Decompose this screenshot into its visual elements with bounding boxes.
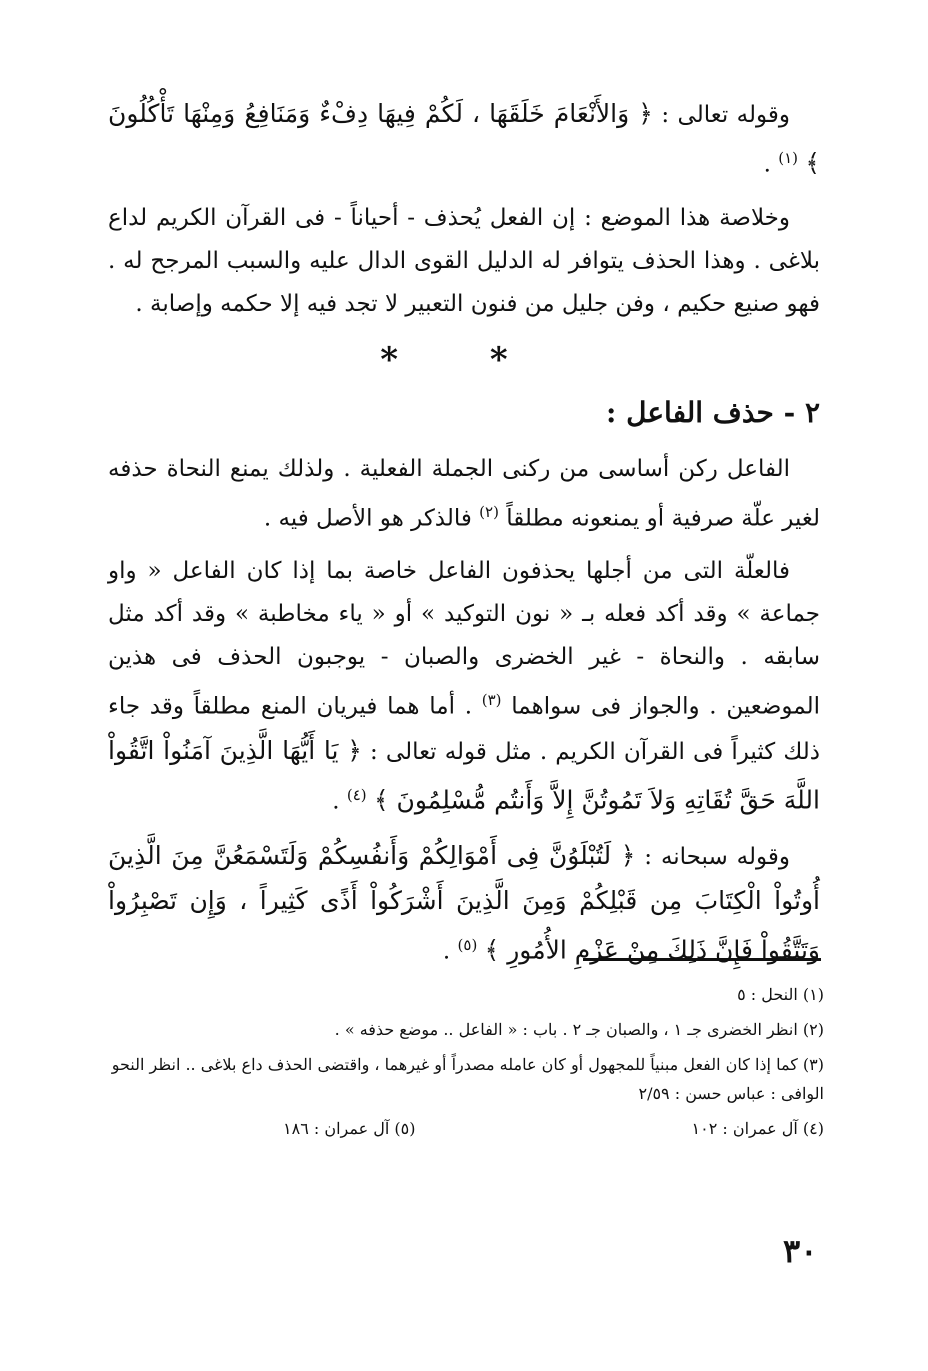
quran-verse: ﴿ وَالأَنْعَامَ خَلَقَهَا ، لَكُمْ فِيهَا دِفْءٌ وَمَنَافِعُ وَمِنْهَا تَأْكُلُونَ ﴾ bbox=[108, 99, 820, 178]
quran-verse: ﴿ لَتُبْلَوُنَّ فِى أَمْوَالِكُمْ وَأَنفُسِكُمْ وَلَتَسْمَعُنَّ مِنَ الَّذِينَ أُوتُواْ الْكِتَابَ مِن قَبْلِكُمْ وَمِنَ الَّذِينَ أَشْرَكُواْ أَذًى كَثِيراً ، وَإِن تَصْبِرُواْ وَتَتَّقُواْ فَإِنَّ ذَلِكَ مِنْ عَزْمِ الأُمُورِ ﴾ bbox=[108, 840, 820, 965]
footnote-3: (٣) كما إذا كان الفعل مبنياً للمجهول أو كان عامله مصدراً أو غيرهما ، واقتضى الحذف داع بلاغى .. انظر النحو الوافى : عباس حسن : ٢/٥٩ bbox=[111, 1055, 824, 1103]
text-run: . bbox=[332, 788, 347, 815]
text-run: وقوله تعالى : bbox=[652, 102, 790, 128]
footnote-ref[interactable]: (٤) bbox=[346, 785, 367, 804]
footnote-ref[interactable]: (٣) bbox=[481, 691, 502, 710]
text-run: الفاعل ركن أساسى من ركنى الجملة الفعلية . ولذلك يمنع النحاة حذفه لغير علّة صرفية أو يمنعونه مطلقاً bbox=[108, 455, 820, 532]
section-divider: * * bbox=[380, 339, 548, 380]
text-run: فالذكر هو الأصل فيه . bbox=[263, 505, 480, 532]
text-run: . bbox=[442, 938, 458, 965]
footnote-separator bbox=[583, 958, 821, 961]
footnote-ref[interactable]: (٥) bbox=[457, 935, 478, 954]
paragraph-4 bbox=[108, 550, 820, 823]
footnotes bbox=[108, 980, 824, 1143]
text-run: . أما هما فيريان المنع مطلقاً وقد جاء ذلك كثيراً فى القرآن الكريم . مثل قوله تعالى : bbox=[108, 693, 820, 765]
footnote-5: (٥) آل عمران : ١٨٦ bbox=[283, 1119, 416, 1138]
text-run: وقوله سبحانه : bbox=[635, 843, 790, 870]
footnote-4: (٤) آل عمران : ١٠٢ bbox=[691, 1119, 824, 1138]
quran-verse: ﴿ يَا أَيُّهَا الَّذِينَ آمَنُواْ اتَّقُواْ اللَّهَ حَقَّ تُقَاتِهِ وَلاَ تَمُوتُنَّ إِلاَّ وَأَنتُم مُّسْلِمُونَ ﴾ bbox=[108, 735, 820, 815]
paragraph-5 bbox=[108, 834, 820, 974]
main-text bbox=[108, 92, 820, 983]
text-run: . bbox=[763, 151, 779, 178]
footnote-1: (١) النحل : ٥ bbox=[737, 985, 824, 1004]
text-run: فالعلّة التى من أجلها يحذفون الفاعل خاصة بما إذا كان الفاعل « واو جماعة » وقد أكد فعله بـ « نون التوكيد » أو « ياء مخاطبة » وقد أكد مثل سابقه . والنحاة - غير الخضرى والصبان - يوجبون الحذف فى هذين الموضعين . والجواز فى سواهما bbox=[108, 558, 821, 720]
footnote-row bbox=[108, 1114, 824, 1143]
page-number: ٣٠ bbox=[783, 1232, 818, 1270]
footnote-ref[interactable]: (١) bbox=[778, 149, 799, 167]
paragraph-2: وخلاصة هذا الموضع : إن الفعل يُحذف - أحياناً - فى القرآن الكريم لداع بلاغى . وهذا الحذف يتوافر له الدليل القوى الدال عليه والسبب المرجح له . فهو صنيع حكيم ، وفن جليل من فنون التعبير لا تجد فيه إلا حكمه وإصابة . bbox=[108, 204, 820, 317]
section-heading: ٢ - حذف الفاعل : bbox=[606, 395, 820, 429]
footnote-2: (٢) انظر الخضرى جـ ١ ، والصبان جـ ٢ . باب : « الفاعل .. موضع حذفه » . bbox=[334, 1020, 824, 1039]
paragraph-3 bbox=[108, 448, 820, 541]
footnote-ref[interactable]: (٢) bbox=[479, 502, 499, 521]
paragraph-1 bbox=[108, 92, 820, 187]
